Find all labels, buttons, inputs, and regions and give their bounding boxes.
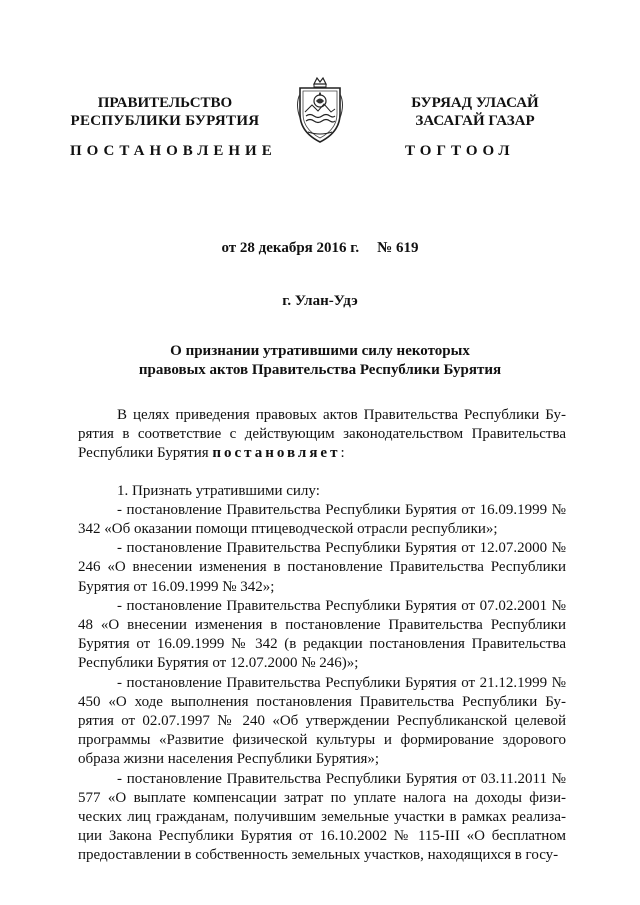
list-item: - постановление Правительства Республики Бурятия от 07.02.2001 № 48 «О внесении изменения в постановление Правительства Республики Бурятия от 16.09.1999 № 342 (в редакции постановления Правительства Республики Бурятия от 12.07.2000 № 246)»; [78, 597, 566, 672]
title-line-1: О признании утратившими силу некоторых [170, 343, 470, 359]
document-body [78, 406, 566, 866]
coat-of-arms-icon [292, 74, 348, 146]
issuer-ru-line-1: ПРАВИТЕЛЬСТВО [97, 95, 233, 111]
date-number-line [0, 240, 640, 257]
document-title [0, 342, 640, 380]
issuer-bua-line-2: ЗАСАГАЙ ГАЗАР [415, 113, 535, 129]
list-item: - постановление Правительства Республики Бурятия от 16.09.1999 № 342 «Об оказании помощи птицеводческой отрасли республики»; [78, 501, 566, 538]
list-item: - постановление Правительства Республики Бурятия от 12.07.2000 № 246 «О внесении изменения в постановление Правительства Республики Бурятия от 16.09.1999 № 342»; [78, 540, 566, 595]
issue-city: г. Улан-Удэ [282, 293, 358, 309]
preamble-keyword: постановляет [212, 445, 341, 462]
preamble-paragraph [78, 406, 566, 464]
title-line-2: правовых актов Правительства Республики Бурятия [138, 362, 502, 378]
document-date: от 28 декабря 2016 г. [221, 240, 360, 256]
issuer-ru [60, 94, 270, 130]
list-item: - постановление Правительства Республики Бурятия от 03.11.2011 № 577 «О выплате компенсации затрат по уплате налога на доходы физических лиц гражданам, получившим земельные участки в рамках реализации Закона Республики Бурятия от 16.10.2002 № 115-III «О бесплатном предоставлении в собственность земельных участков, находящихся в госу- [78, 770, 566, 864]
issuer-bua-line-1: БУРЯАД УЛАСАЙ [411, 95, 539, 111]
doctype-ru: ПОСТАНОВЛЕНИЕ [70, 143, 277, 159]
list-item: - постановление Правительства Республики Бурятия от 21.12.1999 № 450 «О ходе выполнения постановления Правительства Республики Бурятия от 02.07.1997 № 240 «Об утверждении Республиканской целевой программы «Развитие физической культуры и формирование здорового образа жизни населения Республики Бурятия»; [78, 674, 566, 768]
preamble-text: В целях приведения правовых актов Правительства Республики Бурятия в соответствие с действующим законодательством Правительства Республики Бурятия [78, 407, 566, 462]
doctype-bua: ТОГТООЛ [405, 143, 515, 159]
issuer-bua [370, 94, 580, 130]
preamble-suffix: : [340, 445, 345, 462]
item-1-heading: 1. Признать утратившими силу: [117, 482, 320, 499]
issuer-ru-line-2: РЕСПУБЛИКИ БУРЯТИЯ [70, 113, 260, 129]
document-number: № 619 [377, 240, 419, 256]
